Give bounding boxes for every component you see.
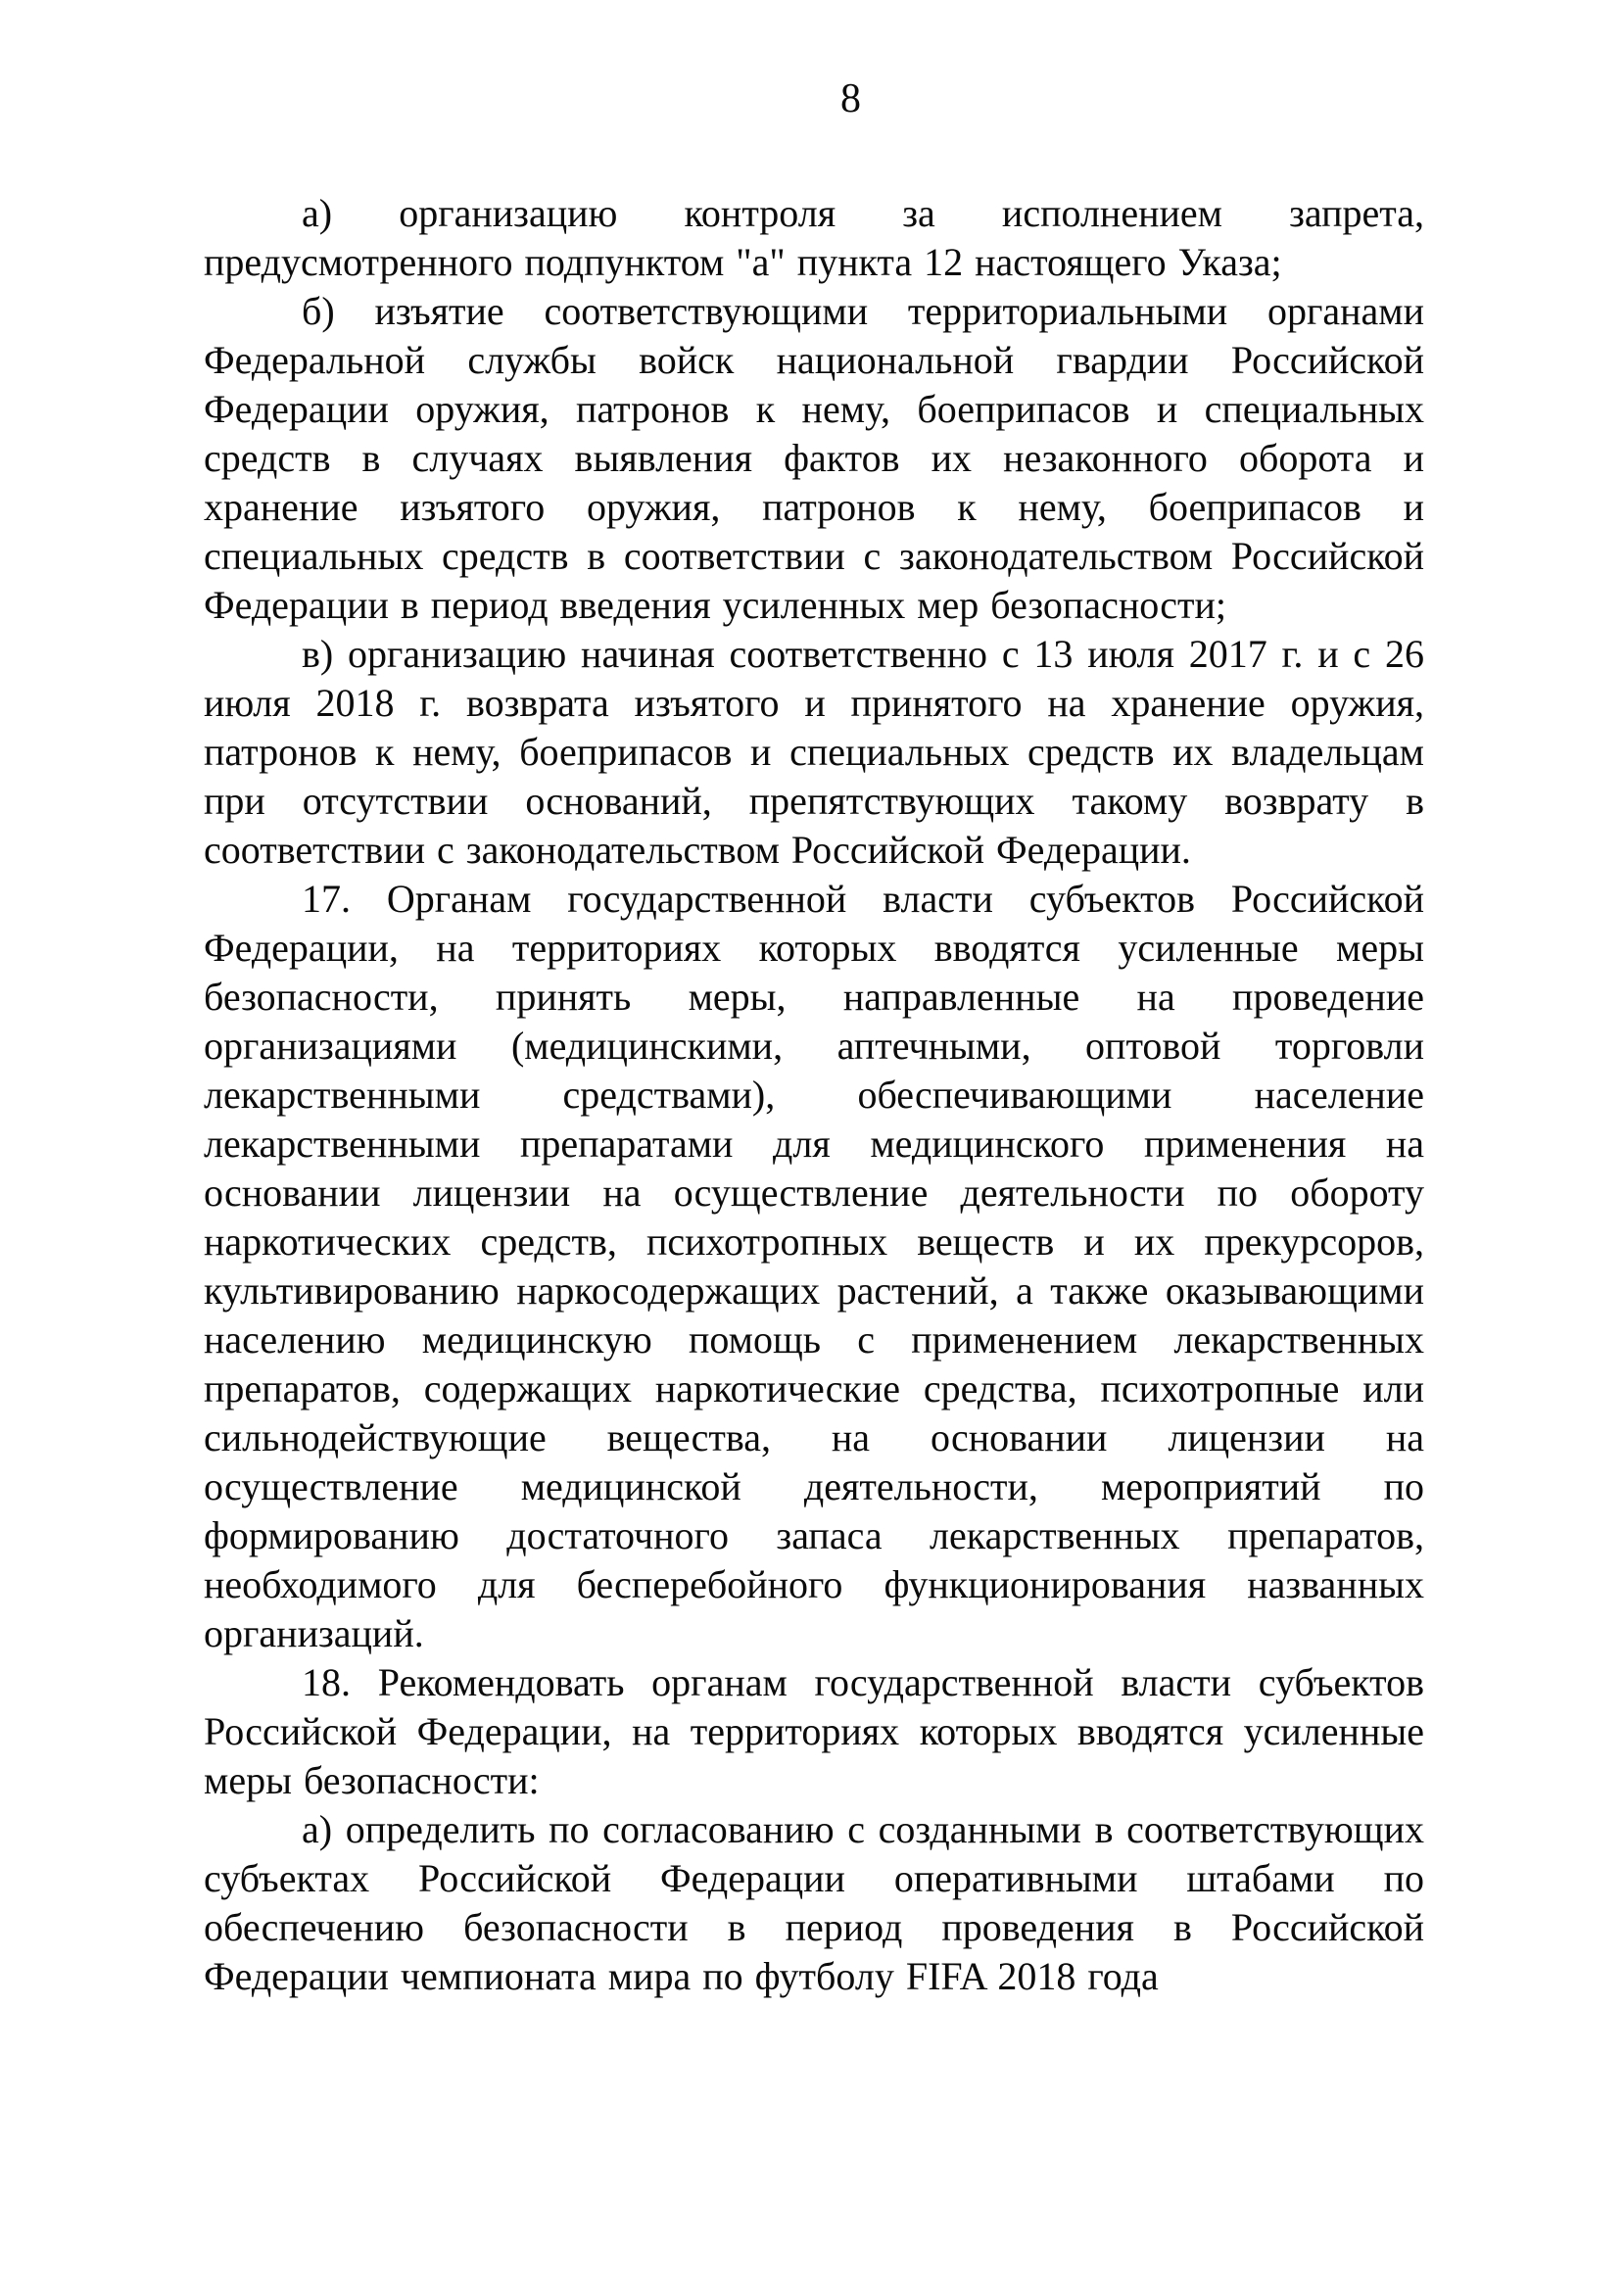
paragraph-subitem-a-item16: а) организацию контроля за исполнением запрета, предусмотренного подпунктом "а" пункта 12 настоящего Указа; <box>204 191 1424 284</box>
paragraph-subitem-v-item16: в) организацию начиная соответственно с 13 июля 2017 г. и с 26 июля 2018 г. возврата изъятого и принятого на хранение оружия, патронов к нему, боеприпасов и специальных средств их владельцам при отсутствии оснований, препятствующих такому возврату в соответствии с законодательством Российской Федерации. <box>204 632 1424 872</box>
paragraph-item-17: 17. Органам государственной власти субъектов Российской Федерации, на территориях которых вводятся усиленные меры безопасности, принять меры, направленные на проведение организациями (медицинскими, аптечными, оптовой торговли лекарственными средствами), обеспечивающими население лекарственными препаратами для медицинского применения на основании лицензии на осуществление деятельности по обороту наркотических средств, психотропных веществ и их прекурсоров, культивированию наркосодержащих растений, а также оказывающими населению медицинскую помощь с применением лекарственных препаратов, содержащих наркотические средства, психотропные или сильнодействующие вещества, на основании лицензии на осуществление медицинской деятельности, мероприятий по формированию достаточного запаса лекарственных препаратов, необходимого для бесперебойного функционирования названных организаций. <box>204 877 1424 1655</box>
paragraph-subitem-a-item18: а) определить по согласованию с созданными в соответствующих субъектах Российской Федерации оперативными штабами по обеспечению безопасности в период проведения в Российской Федерации чемпионата мира по футболу FIFA 2018 года <box>204 1807 1424 1998</box>
document-body <box>204 189 1424 2001</box>
paragraph-subitem-b-item16: б) изъятие соответствующими территориальными органами Федеральной службы войск национальной гвардии Российской Федерации оружия, патронов к нему, боеприпасов и специальных средств в случаях выявления фактов их незаконного оборота и хранение изъятого оружия, патронов к нему, боеприпасов и специальных средств в соответствии с законодательством Российской Федерации в период введения усиленных мер безопасности; <box>204 289 1424 627</box>
paragraph-item-18: 18. Рекомендовать органам государственной власти субъектов Российской Федерации, на территориях которых вводятся усиленные меры безопасности: <box>204 1660 1424 1802</box>
page-number: 8 <box>840 76 861 121</box>
